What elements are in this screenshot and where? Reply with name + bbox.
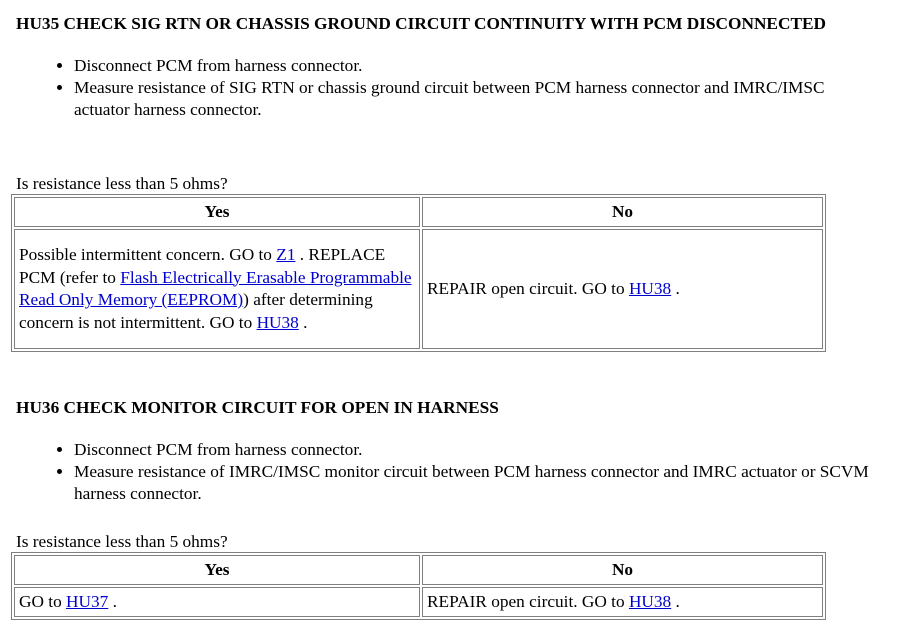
- step-title-hu36: HU36 CHECK MONITOR CIRCUIT FOR OPEN IN HARNESS: [16, 398, 499, 417]
- yes-header: Yes: [14, 197, 420, 227]
- link-flash-eeprom[interactable]: Flash Electrically Erasable Programmable Read Only Memory (EEPROM): [19, 267, 412, 309]
- list-item: • Measure resistance of IMRC/IMSC monitor circuit between PCM harness connector and IMRC actuator or SCVM harness connector.: [74, 461, 896, 505]
- no-cell: REPAIR open circuit. GO to HU38 .: [422, 229, 823, 349]
- question-hu36: Is resistance less than 5 ohms?: [16, 532, 228, 551]
- list-item: • Disconnect PCM from harness connector.: [74, 439, 896, 461]
- list-item: • Measure resistance of SIG RTN or chassis ground circuit between PCM harness connector and IMRC/IMSC actuator harness connector.: [74, 77, 836, 121]
- table-row: [14, 229, 823, 349]
- yes-cell: GO to HU37 .: [14, 587, 420, 617]
- result-table-hu36: [11, 552, 826, 620]
- no-cell: REPAIR open circuit. GO to HU38 .: [422, 587, 823, 617]
- yes-header: Yes: [14, 555, 420, 585]
- link-hu38[interactable]: HU38: [628, 278, 672, 298]
- no-header: No: [422, 555, 823, 585]
- link-hu38[interactable]: HU38: [256, 312, 299, 332]
- section-hu35: [16, 13, 836, 121]
- table-header-row: [14, 197, 823, 227]
- table-header-row: [14, 555, 823, 585]
- table-row: [14, 587, 823, 617]
- instruction-list-hu36: [16, 439, 896, 505]
- link-z1[interactable]: Z1: [276, 245, 296, 264]
- list-item: • Disconnect PCM from harness connector.: [74, 55, 836, 77]
- question-hu35: Is resistance less than 5 ohms?: [16, 174, 228, 193]
- link-hu37[interactable]: HU37: [66, 591, 109, 611]
- instruction-list-hu35: [16, 55, 836, 121]
- no-header: No: [422, 197, 823, 227]
- section-hu36: [16, 397, 896, 505]
- yes-cell: Possible intermittent concern. GO to Z1 . REPLACE PCM (refer to Flash Electrically Erasable Programmable Read Only Memory (EEPROM)) after determining concern is not intermittent. GO to HU38 .: [14, 229, 420, 349]
- link-hu38[interactable]: HU38: [628, 591, 672, 611]
- result-table-hu35: [11, 194, 826, 352]
- step-title-hu35: HU35 CHECK SIG RTN OR CHASSIS GROUND CIRCUIT CONTINUITY WITH PCM DISCONNECTED: [16, 14, 826, 33]
